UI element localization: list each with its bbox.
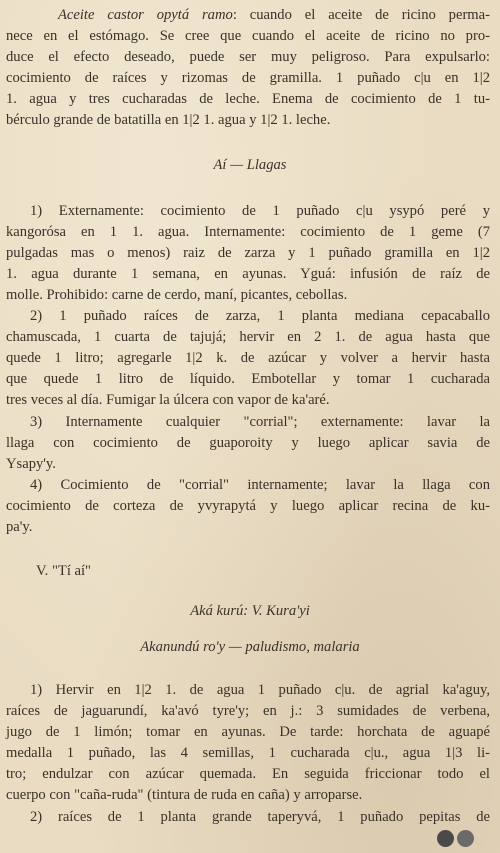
dot-icon xyxy=(457,830,474,847)
text-line: 2) 1 puñado raíces de zarza, 1 planta mediana cepacaballo xyxy=(30,308,490,324)
text-line: pa'y. xyxy=(6,519,33,535)
text-line: Ysapy'y. xyxy=(6,456,56,472)
text-line: que quede 1 litro de líquido. Embotellar y tomar 1 cucharada xyxy=(6,371,490,387)
text-line: tro; endulzar con azúcar quemada. En seguida friccionar todo el xyxy=(6,766,490,782)
text-line: bérculo grande de batatilla en 1|2 1. agua y 1|2 1. leche. xyxy=(6,112,331,128)
text-line: raíces de jaguarundí, ka'avó tyre'y; en j.: 3 sumidades de verbena, xyxy=(6,703,490,719)
text-line: molle. Prohibido: carne de cerdo, maní, picantes, cebollas. xyxy=(6,287,348,303)
text-line: duce el efecto deseado, puede ser muy peligroso. Para expulsarlo: xyxy=(6,49,490,65)
text-line: 1) Externamente: cocimiento de 1 puñado c|u ysypó peré y xyxy=(30,203,490,219)
subsection-heading: Aká kurú: V. Kura'yi xyxy=(190,603,310,619)
dot-icon xyxy=(437,830,454,847)
text-line: llaga con cocimiento de guaporoity y luego aplicar savia de xyxy=(6,435,490,451)
text-line: 1. agua durante 1 semana, en ayunas. Yguá: infusión de raíz de xyxy=(6,266,490,282)
text-line: chamuscada, 1 cuarta de tajujá; hervir en 2 1. de agua hasta que xyxy=(6,329,490,345)
text-line: 4) Cocimiento de "corrial" internamente; lavar la llaga con xyxy=(30,477,490,493)
text-line: pulgadas mas o menos) raiz de zarza y 1 puñado gramilla en 1|2 xyxy=(6,245,490,261)
text-line: cuerpo con "caña-ruda" (tintura de ruda en caña) y arroparse. xyxy=(6,787,363,803)
text-line: 3) Internamente cualquier "corrial"; externamente: lavar la xyxy=(30,414,490,430)
text-line: Aceite castor opytá ramo: cuando el aceite de ricino perma- xyxy=(58,7,490,23)
text-line: cocimiento de raíces y rizomas de gramilla. 1 puñado c|u en 1|2 xyxy=(6,70,490,86)
section-number: V. "Tí aí" xyxy=(36,563,92,579)
text-line: 1. agua y tres cucharadas de leche. Enema de cocimiento de 1 tu- xyxy=(6,91,490,107)
text-line: 2) raíces de 1 planta grande taperyvá, 1 puñado pepitas de xyxy=(30,809,490,825)
text-line: medalla 1 puñado, las 4 semillas, 1 cucharada c|u., agua 1|3 li- xyxy=(6,745,490,761)
text-line: nece en el estómago. Se cree que cuando el aceite de ricino no pro- xyxy=(6,28,490,44)
text-line: tres veces al día. Fumigar la úlcera con vapor de ka'aré. xyxy=(6,392,330,408)
section-heading: Aí — Llagas xyxy=(213,157,287,173)
text-line: quede 1 litro; agregarle 1|2 k. de azúcar y volver a hervir hasta xyxy=(6,350,490,366)
subsection-heading: Akanundú ro'y — paludismo, malaria xyxy=(140,639,360,655)
page-indicator xyxy=(437,830,474,847)
text-line: jugo de 1 limón; tomar en ayunas. De tarde: horchata de aguapé xyxy=(6,724,490,740)
text-line: kangorósa en 1 1. agua. Internamente: cocimiento de 1 geme (7 xyxy=(6,224,490,240)
text-line: 1) Hervir en 1|2 1. de agua 1 puñado c|u. de agrial ka'aguy, xyxy=(30,682,490,698)
text-line: cocimiento de corteza de yvyrapytá y luego aplicar recina de ku- xyxy=(6,498,490,514)
